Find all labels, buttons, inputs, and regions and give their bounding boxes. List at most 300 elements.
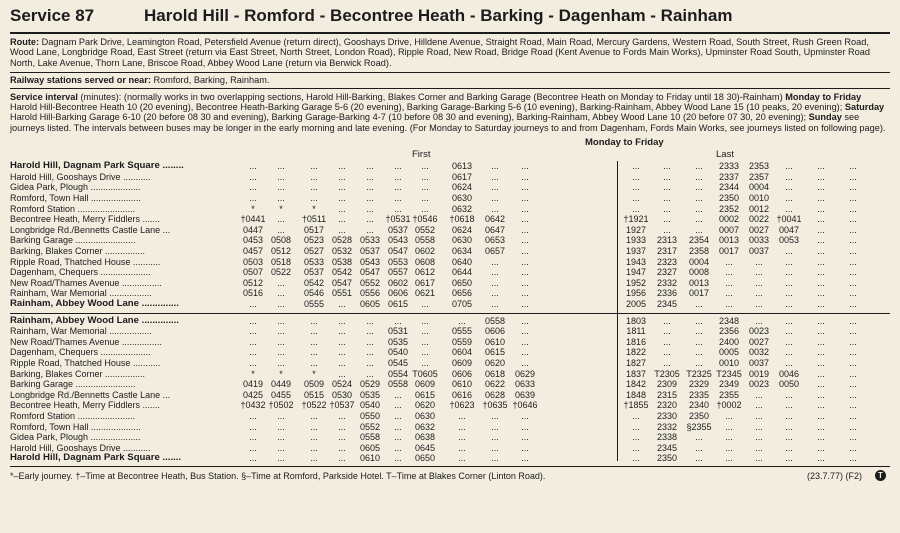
- time-cell: 0632: [451, 203, 473, 214]
- interval-mf-label: Monday to Friday: [785, 91, 862, 102]
- time-cell: ...: [366, 182, 374, 193]
- inbound-section: [10, 314, 890, 467]
- time-cell: ...: [755, 277, 763, 288]
- time-cell: ...: [491, 182, 499, 193]
- time-cell: 0522: [270, 267, 292, 278]
- table-row: [10, 316, 890, 327]
- time-cell: ...: [695, 326, 703, 337]
- time-cell: 0037: [748, 246, 770, 256]
- stop-name: Barking, Blakes Corner ................: [10, 368, 146, 379]
- time-cell: ...: [394, 389, 402, 400]
- time-cell: 0620: [414, 400, 436, 411]
- time-cell: ...: [249, 182, 257, 193]
- time-cell: ...: [725, 267, 733, 278]
- time-cell: ...: [663, 171, 671, 182]
- time-cell: 0551: [331, 288, 353, 299]
- stop-name: Harold Hill, Dagnam Park Square ........: [10, 161, 184, 172]
- time-cell: 0642: [484, 214, 506, 225]
- outbound-section: [10, 161, 890, 313]
- time-cell: 1822: [625, 347, 647, 358]
- table-row: [10, 246, 890, 257]
- time-cell: ...: [849, 442, 857, 453]
- time-cell: 0630: [451, 235, 473, 246]
- time-cell: ...: [817, 193, 825, 204]
- time-cell: ...: [849, 453, 857, 464]
- time-cell: ...: [725, 277, 733, 288]
- time-cell: 2353: [748, 161, 770, 172]
- time-cell: ...: [338, 368, 346, 379]
- time-cell: 0523: [303, 235, 325, 246]
- time-cell: ...: [521, 171, 529, 182]
- timetable: [10, 137, 890, 467]
- time-cell: 0640: [451, 256, 473, 267]
- time-cell: 2348: [718, 315, 740, 326]
- time-cell: ...: [725, 256, 733, 267]
- time-cell: 0004: [688, 256, 710, 267]
- time-cell: 1952: [625, 277, 647, 288]
- time-cell: 0419: [242, 379, 264, 390]
- time-cell: †1855: [623, 400, 649, 411]
- railway-stations: [10, 73, 890, 88]
- time-cell: 0449: [270, 379, 292, 390]
- time-cell: ...: [394, 410, 402, 421]
- time-cell: ...: [849, 235, 857, 246]
- time-cell: ...: [725, 442, 733, 453]
- time-cell: 1947: [625, 267, 647, 278]
- time-cell: ...: [785, 315, 793, 326]
- roundel-icon: T: [875, 470, 886, 481]
- time-cell: 0535: [359, 389, 381, 400]
- time-cell: ...: [695, 161, 703, 172]
- time-cell: ...: [310, 410, 318, 421]
- stop-name: Ripple Road, Thatched House ...........: [10, 256, 161, 267]
- interval-sun-label: Sunday: [808, 112, 842, 123]
- time-cell: 0538: [331, 256, 353, 267]
- time-cell: 0535: [387, 336, 409, 347]
- time-cell: ...: [521, 453, 529, 464]
- time-cell: ...: [663, 161, 671, 172]
- time-cell: 0455: [270, 389, 292, 400]
- time-cell: ...: [849, 326, 857, 337]
- time-cell: ...: [849, 400, 857, 411]
- stop-name: Gidea Park, Plough ....................: [10, 432, 141, 443]
- time-cell: 2333: [718, 161, 740, 172]
- table-row: [10, 235, 890, 246]
- stop-name: Harold Hill, Gooshays Drive ...........: [10, 171, 151, 182]
- time-cell: ...: [755, 389, 763, 400]
- time-cell: 0632: [414, 421, 436, 432]
- time-cell: ...: [366, 224, 374, 235]
- time-cell: 0705: [451, 298, 473, 309]
- time-cell: ...: [277, 224, 285, 235]
- time-cell: ...: [521, 161, 529, 172]
- time-cell: †0522: [301, 400, 327, 411]
- time-cell: ...: [817, 256, 825, 267]
- time-cell: ...: [491, 298, 499, 309]
- time-cell: ...: [521, 267, 529, 278]
- time-cell: ...: [849, 410, 857, 421]
- time-cell: 0547: [331, 277, 353, 288]
- time-cell: 2335: [688, 389, 710, 400]
- time-cell: ...: [663, 203, 671, 214]
- time-cell: *: [279, 368, 283, 379]
- time-cell: 0017: [718, 246, 740, 256]
- table-row: [10, 443, 890, 454]
- time-cell: ...: [249, 347, 257, 358]
- time-cell: ...: [458, 421, 466, 432]
- time-cell: 0557: [387, 267, 409, 278]
- time-cell: ...: [695, 432, 703, 443]
- time-cell: ...: [755, 410, 763, 421]
- time-cell: ...: [394, 432, 402, 443]
- time-cell: ...: [366, 193, 374, 204]
- time-cell: ...: [817, 214, 825, 225]
- time-cell: ...: [849, 256, 857, 267]
- time-cell: ...: [491, 203, 499, 214]
- time-cell: ...: [817, 171, 825, 182]
- time-cell: ...: [521, 357, 529, 368]
- stop-name: Romford Station .......................: [10, 203, 136, 214]
- time-cell: ...: [849, 357, 857, 368]
- time-cell: 1943: [625, 256, 647, 267]
- time-cell: ...: [725, 410, 733, 421]
- table-row: [10, 369, 890, 380]
- time-cell: ...: [249, 432, 257, 443]
- timetable-heading: [10, 137, 890, 161]
- time-cell: 0542: [303, 277, 325, 288]
- stop-name: Longbridge Rd./Bennetts Castle Lane ...: [10, 389, 171, 400]
- time-cell: 1927: [625, 224, 647, 235]
- time-cell: 0616: [451, 389, 473, 400]
- time-cell: 0008: [688, 267, 710, 278]
- time-cell: 0629: [514, 368, 536, 379]
- footer: [10, 467, 890, 487]
- time-cell: ...: [310, 357, 318, 368]
- time-cell: ...: [725, 432, 733, 443]
- stop-name: Harold Hill, Gooshays Drive ...........: [10, 442, 151, 453]
- time-cell: ...: [394, 182, 402, 193]
- table-row: [10, 411, 890, 422]
- time-cell: 0512: [270, 246, 292, 256]
- time-cell: 0618: [484, 368, 506, 379]
- stop-name: Rainham, Abbey Wood Lane ..............: [10, 298, 179, 309]
- time-cell: 2357: [748, 171, 770, 182]
- time-cell: ...: [817, 288, 825, 299]
- time-cell: †0002: [716, 400, 742, 411]
- time-cell: 0010: [718, 357, 740, 368]
- time-cell: ...: [849, 421, 857, 432]
- time-cell: ...: [394, 421, 402, 432]
- time-cell: †0546: [412, 214, 438, 225]
- time-cell: 0609: [451, 357, 473, 368]
- time-cell: ...: [394, 442, 402, 453]
- time-cell: ...: [725, 288, 733, 299]
- time-cell: ...: [521, 315, 529, 326]
- time-cell: ...: [695, 203, 703, 214]
- time-cell: 0554: [387, 368, 409, 379]
- time-cell: 0559: [451, 336, 473, 347]
- time-cell: ...: [394, 171, 402, 182]
- time-cell: 0537: [387, 224, 409, 235]
- time-cell: ...: [394, 161, 402, 172]
- time-cell: 0053: [778, 235, 800, 246]
- time-cell: ...: [521, 203, 529, 214]
- time-cell: ...: [310, 442, 318, 453]
- stop-name: Barking, Blakes Corner ................: [10, 246, 146, 256]
- time-cell: ...: [366, 368, 374, 379]
- time-cell: 0516: [242, 288, 264, 299]
- time-cell: 0531: [387, 326, 409, 337]
- time-cell: ...: [785, 267, 793, 278]
- service-number: Service 87: [10, 6, 95, 25]
- stop-name: Rainham, War Memorial .................: [10, 326, 152, 337]
- table-row: [10, 453, 890, 464]
- stop-name: Harold Hill, Dagnam Park Square .......: [10, 453, 182, 464]
- time-cell: ...: [366, 315, 374, 326]
- time-cell: 0555: [303, 298, 325, 309]
- time-cell: ...: [785, 193, 793, 204]
- time-cell: 0512: [242, 277, 264, 288]
- footnotes: *–Early journey. †–Time at Becontree Heath, Bus Station. §–Time at Romford, Parkside Hotel. T–Time at Blakes Corner (Linton Road).: [10, 470, 546, 481]
- time-cell: 2327: [656, 267, 678, 278]
- time-cell: 0047: [778, 224, 800, 235]
- stop-name: Rainham, War Memorial .................: [10, 288, 152, 299]
- time-cell: ...: [663, 315, 671, 326]
- time-cell: 2332: [656, 277, 678, 288]
- time-cell: ...: [725, 298, 733, 309]
- time-cell: ...: [632, 410, 640, 421]
- time-cell: 0027: [748, 336, 770, 347]
- time-cell: 2356: [718, 326, 740, 337]
- time-cell: ...: [310, 161, 318, 172]
- time-cell: 0537: [303, 267, 325, 278]
- time-cell: ...: [277, 277, 285, 288]
- time-cell: ...: [817, 432, 825, 443]
- time-cell: 0630: [451, 193, 473, 204]
- time-cell: ...: [249, 298, 257, 309]
- time-cell: ...: [491, 432, 499, 443]
- time-cell: ...: [521, 432, 529, 443]
- time-cell: ...: [755, 421, 763, 432]
- time-cell: 0610: [359, 453, 381, 464]
- time-cell: 2330: [656, 410, 678, 421]
- time-cell: ...: [632, 421, 640, 432]
- time-cell: 0553: [387, 256, 409, 267]
- time-cell: 0606: [451, 368, 473, 379]
- time-cell: 0558: [387, 379, 409, 390]
- time-cell: ...: [521, 421, 529, 432]
- time-cell: ...: [817, 379, 825, 390]
- time-cell: 2345: [656, 442, 678, 453]
- time-cell: ...: [249, 357, 257, 368]
- time-cell: ...: [785, 421, 793, 432]
- time-cell: 0528: [331, 235, 353, 246]
- time-cell: ...: [663, 357, 671, 368]
- time-cell: 0608: [414, 256, 436, 267]
- time-cell: ...: [725, 453, 733, 464]
- time-cell: ...: [849, 432, 857, 443]
- time-cell: ...: [849, 267, 857, 278]
- time-cell: 0033: [748, 235, 770, 246]
- time-cell: ...: [310, 432, 318, 443]
- time-cell: ...: [695, 214, 703, 225]
- time-cell: ...: [817, 326, 825, 337]
- first-label: First: [412, 149, 431, 161]
- time-cell: 2349: [718, 379, 740, 390]
- time-cell: 0621: [414, 288, 436, 299]
- time-cell: 1827: [625, 357, 647, 368]
- table-row: [10, 161, 890, 172]
- time-cell: ...: [491, 453, 499, 464]
- time-cell: ...: [521, 277, 529, 288]
- time-cell: ...: [817, 277, 825, 288]
- time-cell: ...: [755, 288, 763, 299]
- time-cell: 2323: [656, 256, 678, 267]
- time-cell: ...: [521, 235, 529, 246]
- time-cell: ...: [458, 410, 466, 421]
- time-cell: ...: [366, 326, 374, 337]
- time-cell: †0635: [482, 400, 508, 411]
- table-row: [10, 358, 890, 369]
- stop-name: Romford, Town Hall ....................: [10, 421, 141, 432]
- table-row: [10, 182, 890, 193]
- time-cell: *: [251, 203, 255, 214]
- time-cell: ...: [785, 277, 793, 288]
- time-cell: †0511: [301, 214, 327, 225]
- time-cell: ...: [310, 171, 318, 182]
- time-cell: ...: [249, 421, 257, 432]
- time-cell: 2005: [625, 298, 647, 309]
- route-title: Harold Hill - Romford - Becontree Heath - Barking - Dagenham - Rainham: [144, 6, 733, 25]
- time-cell: ...: [458, 315, 466, 326]
- time-cell: ...: [421, 357, 429, 368]
- time-cell: ...: [366, 161, 374, 172]
- table-row: [10, 267, 890, 278]
- time-cell: ...: [695, 193, 703, 204]
- time-cell: ...: [277, 315, 285, 326]
- time-cell: ...: [521, 182, 529, 193]
- time-cell: ...: [695, 453, 703, 464]
- time-cell: ...: [277, 288, 285, 299]
- time-cell: ...: [310, 326, 318, 337]
- time-cell: ...: [521, 246, 529, 256]
- time-cell: ...: [755, 298, 763, 309]
- time-cell: 0624: [451, 224, 473, 235]
- last-label: Last: [716, 149, 734, 161]
- time-cell: 0650: [451, 277, 473, 288]
- time-cell: 2344: [718, 182, 740, 193]
- time-cell: 0645: [414, 442, 436, 453]
- table-row: [10, 278, 890, 289]
- time-cell: ...: [521, 347, 529, 358]
- time-cell: 0010: [748, 193, 770, 204]
- time-cell: ...: [849, 224, 857, 235]
- time-cell: 0615: [387, 298, 409, 309]
- time-cell: ...: [249, 193, 257, 204]
- time-cell: 0518: [270, 256, 292, 267]
- time-cell: ...: [785, 161, 793, 172]
- time-cell: ...: [663, 326, 671, 337]
- time-cell: 0022: [748, 214, 770, 225]
- interval-text-2: Harold Hill-Becontree Heath 10 (20 evening), Becontree Heath-Barking Garage 5-6 (20 evening), Barking Garage-Barking 5-6 (10 evening), Barking-Rainham, Abbey Wood Lane 15 (10 peaks, 20 evening);: [10, 102, 845, 113]
- time-cell: ...: [310, 182, 318, 193]
- time-cell: 0007: [718, 224, 740, 235]
- time-cell: ...: [338, 161, 346, 172]
- time-cell: ...: [817, 357, 825, 368]
- table-row: [10, 257, 890, 268]
- time-cell: *: [312, 368, 316, 379]
- time-cell: 0527: [303, 246, 325, 256]
- time-cell: ...: [663, 336, 671, 347]
- time-cell: ...: [521, 224, 529, 235]
- table-row: [10, 204, 890, 215]
- time-cell: 0558: [359, 432, 381, 443]
- time-cell: ...: [849, 298, 857, 309]
- time-cell: ...: [338, 432, 346, 443]
- time-cell: ...: [277, 182, 285, 193]
- time-cell: 0037: [748, 357, 770, 368]
- time-cell: 0013: [688, 277, 710, 288]
- time-cell: 0023: [748, 379, 770, 390]
- route-text: Dagnam Park Drive, Leamington Road, Petersfield Avenue (return direct), Gooshays Drive, Hilldene Avenue, Straight Road, Main Road, Mercury Gardens, Western Road, South Street, Rush Green Road, Wood Lane, Longbridge Road, East Street (return via East Street, North Street, London Road), Ripple Road, New Road, Bridge Road (Kent Avenue to Fords Main Works), Upminster Road South, Upminster Road North, Lake Avenue, Thorn Lane, Briscoe Road, Abbey Wood Lane (return via Berwick Road).: [10, 37, 870, 68]
- time-cell: 0019: [748, 368, 770, 379]
- stop-name: New Road/Thames Avenue ................: [10, 336, 162, 347]
- time-cell: ...: [849, 288, 857, 299]
- time-cell: 0002: [718, 214, 740, 225]
- time-cell: ...: [632, 453, 640, 464]
- time-cell: ...: [421, 326, 429, 337]
- stop-name: Romford, Town Hall ....................: [10, 193, 141, 204]
- stop-name: Barking Garage ........................: [10, 235, 136, 246]
- time-cell: ...: [458, 442, 466, 453]
- time-cell: ...: [521, 214, 529, 225]
- time-cell: 0457: [242, 246, 264, 256]
- time-cell: ...: [249, 326, 257, 337]
- time-cell: 0644: [451, 267, 473, 278]
- time-cell: 0604: [451, 347, 473, 358]
- time-cell: 1848: [625, 389, 647, 400]
- time-cell: ...: [249, 336, 257, 347]
- time-cell: ...: [663, 214, 671, 225]
- time-cell: ...: [249, 171, 257, 182]
- time-cell: ...: [785, 203, 793, 214]
- time-cell: ...: [338, 182, 346, 193]
- time-cell: 2337: [718, 171, 740, 182]
- time-cell: 2350: [718, 193, 740, 204]
- time-cell: ...: [491, 267, 499, 278]
- table-row: [10, 347, 890, 358]
- time-cell: ...: [338, 214, 346, 225]
- time-cell: ...: [817, 203, 825, 214]
- time-cell: 0425: [242, 389, 264, 400]
- time-cell: ...: [817, 315, 825, 326]
- time-cell: 0628: [484, 389, 506, 400]
- time-cell: 2400: [718, 336, 740, 347]
- time-cell: ...: [632, 182, 640, 193]
- time-cell: ...: [817, 267, 825, 278]
- time-cell: 0547: [387, 246, 409, 256]
- time-cell: 0046: [778, 368, 800, 379]
- time-cell: 2350: [688, 410, 710, 421]
- stop-name: Dagenham, Chequers ....................: [10, 267, 151, 278]
- time-cell: ...: [521, 336, 529, 347]
- time-cell: 0630: [414, 410, 436, 421]
- time-cell: 0620: [484, 357, 506, 368]
- time-cell: 0606: [484, 326, 506, 337]
- date-code: (23.7.77) (F2): [806, 470, 862, 481]
- time-cell: 0013: [718, 235, 740, 246]
- time-cell: 2345: [656, 298, 678, 309]
